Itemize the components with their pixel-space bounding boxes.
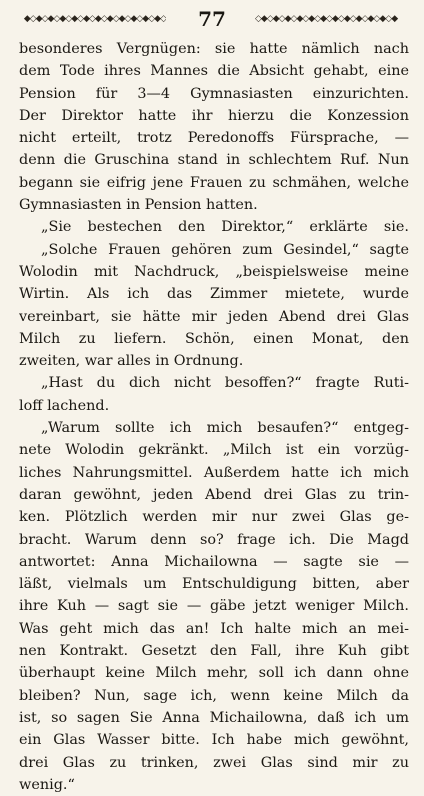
text-line: Pension für 3—4 Gymnasiasten einzurichten. — [19, 85, 409, 102]
text-line: nen Kontrakt. Gesetzt den Fall, ihre Kuh gibt — [19, 643, 409, 660]
text-line: besonderes Vergnügen: sie hatte nämlich nach — [19, 41, 409, 57]
text-line: überhaupt keine Milch mehr, soll ich dann ohne — [19, 665, 409, 682]
text-line: wenig.“ — [19, 776, 75, 793]
text-line: zweiten, war alles in Ordnung. — [19, 353, 244, 370]
text-line: Was geht mich das an! Ich halte mich an mei- — [19, 620, 409, 637]
text-line: dem Tode ihres Mannes die Absicht gehabt, eine — [19, 63, 409, 80]
page-number: 77 — [198, 7, 226, 31]
text-line: Gymnasiasten in Pension hatten. — [19, 197, 258, 214]
text-line: bleiben? Nun, sage ich, wenn keine Milch da — [19, 687, 409, 704]
ornament-left: ◆◇◆◇◆◇◆◇◆◇◆◇◆◇◆◇◆◇◆◇◆◇◆◇ — [23, 14, 166, 24]
text-line: loff lachend. — [19, 397, 110, 414]
text-line: daran gewöhnt, jeden Abend drei Glas zu trin- — [19, 486, 409, 503]
text-line: ist, so sagen Sie Anna Michailowna, daß ich um — [19, 709, 409, 726]
text-line: nicht erteilt, trotz Peredonoffs Fürsprache, — — [19, 130, 409, 147]
text-line: „Hast du dich nicht besoffen?“ fragte Ruti- — [41, 375, 409, 392]
ornament-right: ◇◆◇◆◇◆◇◆◇◆◇◆◇◆◇◆◇◆◇◆◇◆◇◆ — [255, 14, 398, 24]
text-line: begann sie eifrig jene Frauen zu schmähen, welche — [19, 174, 409, 191]
text-line: „Warum sollte ich mich besaufen?“ entgeg- — [41, 420, 409, 437]
text-line: „Solche Frauen gehören zum Gesindel,“ sagte — [41, 241, 409, 258]
text-line: nete Wolodin gekränkt. „Milch ist ein vorzüg- — [19, 442, 409, 459]
text-line: läßt, vielmals um Entschuldigung bitten, aber — [19, 576, 409, 593]
text-line: denn die Gruschina stand in schlechtem Ruf. Nun — [19, 152, 409, 169]
text-line: Wolodin mit Nachdruck, „beispielsweise meine — [19, 263, 409, 280]
text-line: bracht. Warum denn so? frage ich. Die Magd — [19, 531, 409, 548]
text-line: Der Direktor hatte ihr hierzu die Konzession — [19, 107, 409, 124]
text-line: liches Nahrungsmittel. Außerdem hatte ich mich — [19, 464, 409, 481]
page-header — [0, 5, 424, 35]
text-line: antwortet: Anna Michailowna — sagte sie — — [19, 553, 409, 570]
text-line: Wirtin. Als ich das Zimmer mietete, wurde — [19, 286, 409, 303]
text-line: Milch zu liefern. Schön, einen Monat, den — [19, 330, 409, 347]
text-line: „Sie bestechen den Direktor,“ erklärte sie. — [41, 219, 409, 236]
text-line: ein Glas Wasser bitte. Ich habe mich gewöhnt, — [19, 732, 409, 749]
page-body — [19, 38, 409, 796]
text-line: vereinbart, sie hätte mir jeden Abend drei Glas — [19, 308, 409, 325]
text-line: ihre Kuh — sagt sie — gäbe jetzt weniger Milch. — [19, 598, 409, 615]
text-line: ken. Plötzlich werden mir nur zwei Glas ge- — [19, 509, 409, 526]
text-line: drei Glas zu trinken, zwei Glas sind mir zu — [19, 754, 409, 771]
